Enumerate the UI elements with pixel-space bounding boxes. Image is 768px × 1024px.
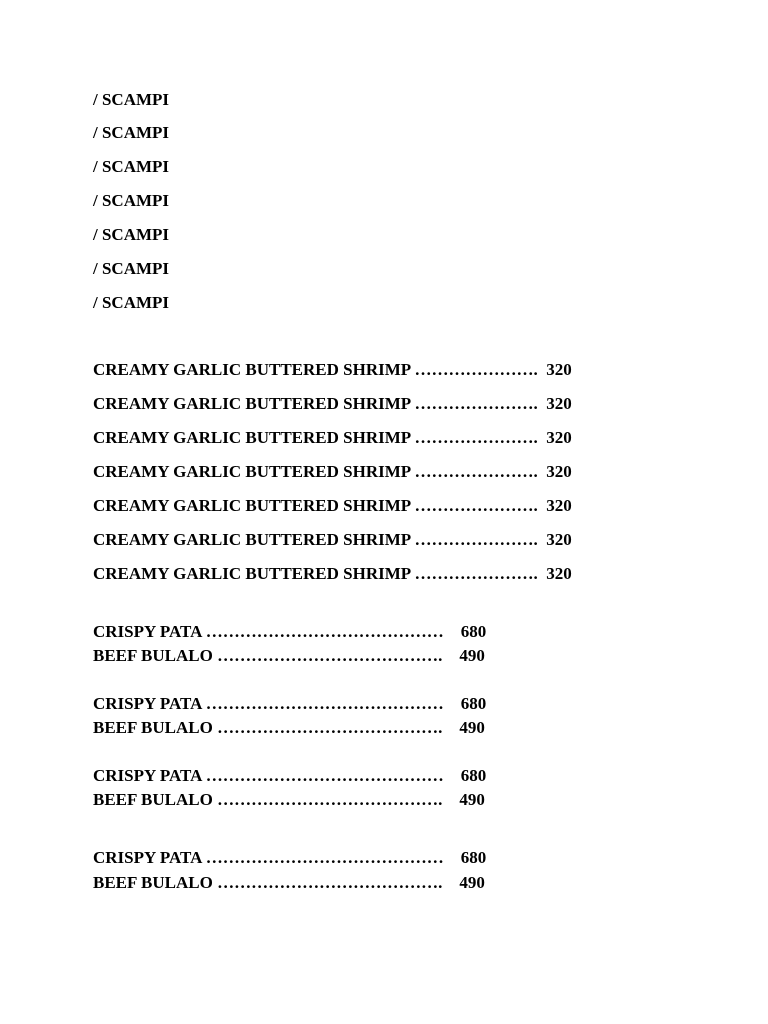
crispy-pata-line: CRISPY PATA …………………………………… 680 <box>93 848 487 867</box>
crispy-pata-line: CRISPY PATA …………………………………… 680 <box>93 694 487 713</box>
shrimp-line: CREAMY GARLIC BUTTERED SHRIMP …………………. 320 <box>93 462 572 481</box>
crispy-pata-line: CRISPY PATA …………………………………… 680 <box>93 622 487 641</box>
scampi-line: / SCAMPI <box>93 191 170 210</box>
shrimp-line: CREAMY GARLIC BUTTERED SHRIMP …………………. 320 <box>93 496 572 515</box>
shrimp-line: CREAMY GARLIC BUTTERED SHRIMP …………………. 320 <box>93 428 572 447</box>
shrimp-line: CREAMY GARLIC BUTTERED SHRIMP …………………. 320 <box>93 564 572 583</box>
shrimp-line: CREAMY GARLIC BUTTERED SHRIMP …………………. 320 <box>93 530 572 549</box>
scampi-line: / SCAMPI <box>93 293 170 312</box>
beef-bulalo-line: BEEF BULALO …………………………………. 490 <box>93 718 485 737</box>
beef-bulalo-line: BEEF BULALO …………………………………. 490 <box>93 790 485 809</box>
shrimp-line: CREAMY GARLIC BUTTERED SHRIMP …………………. 320 <box>93 360 572 379</box>
scampi-line: / SCAMPI <box>93 225 170 244</box>
beef-bulalo-line: BEEF BULALO …………………………………. 490 <box>93 646 485 665</box>
scampi-line: / SCAMPI <box>93 90 170 109</box>
crispy-pata-line: CRISPY PATA …………………………………… 680 <box>93 766 487 785</box>
scampi-line: / SCAMPI <box>93 123 170 142</box>
scampi-line: / SCAMPI <box>93 259 170 278</box>
shrimp-line: CREAMY GARLIC BUTTERED SHRIMP …………………. 320 <box>93 394 572 413</box>
scampi-line: / SCAMPI <box>93 157 170 176</box>
beef-bulalo-line: BEEF BULALO …………………………………. 490 <box>93 873 485 892</box>
